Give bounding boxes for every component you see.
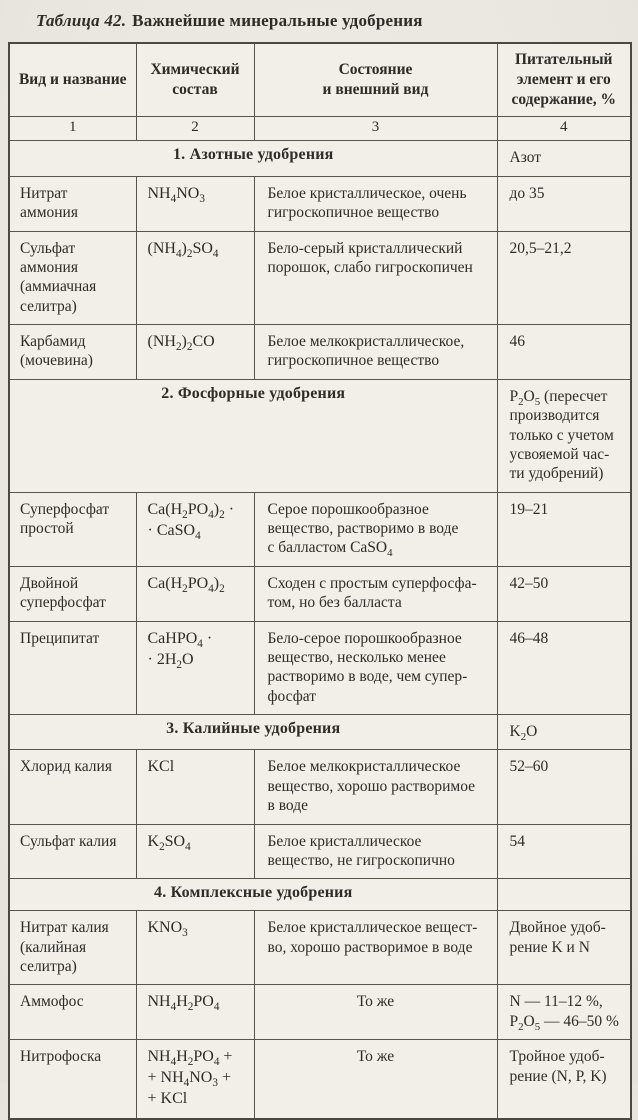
section-row [9,879,631,911]
fertilizer-name-cell: Двойной суперфосфат [9,566,136,621]
state-description-cell: Сходен с простым суперфосфа- том, но без балласта [254,566,497,621]
fertilizer-name-cell: Нитрат калия (калийная селитра) [9,911,136,985]
nutrient-content-cell: 19–21 [497,492,631,566]
fertilizer-row [9,621,631,715]
state-description-cell: Белое мелкокристаллическое, гигроскопичное вещество [254,325,497,380]
state-description-cell: Серое порошкообразное вещество, растворимо в воде с балластом CaSO$_4$ [254,492,497,566]
nutrient-content-cell: 54 [497,824,631,879]
fertilizer-name-cell: Сульфат аммония (аммиачная селитра) [9,231,136,325]
column-header-cell-1: Вид и название [9,43,136,117]
fertilizer-row [9,492,631,566]
state-description-cell: Белое кристаллическое, очень гигроскопичное вещество [254,176,497,231]
fertilizers-table [8,42,632,1120]
column-header-cell-3: Состояние и внешний вид [254,43,497,117]
nutrient-content-cell: 46–48 [497,621,631,715]
fertilizer-name-cell: Аммофос [9,985,136,1040]
column-header-cell-2: Химический состав [136,43,254,117]
column-number-cell-4: 4 [497,117,631,141]
column-number-cell-2: 2 [136,117,254,141]
nutrient-content-cell: Тройное удоб- рение (N, P, K) [497,1040,631,1119]
fertilizer-row [9,325,631,380]
table-caption-title: Важнейшие минеральные удобрения [132,11,423,30]
state-description-cell: То же [254,1040,497,1119]
nutrient-content-cell: $P_2O_5$ (пересчет производится только с учетом усвояемой час- ти удобрений) [497,379,631,492]
nutrient-content-cell [497,879,631,911]
nutrient-content-cell: 46 [497,325,631,380]
nutrient-content-cell: $K_2O$ [497,715,631,750]
chemical-formula-cell: $Ca(H_2PO_4)_2$ [136,566,254,621]
fertilizer-name-cell: Преципитат [9,621,136,715]
section-header-cell: 3. Калийные удобрения [9,715,497,750]
section-row [9,141,631,176]
state-description-cell: Белое кристаллическое вещество, не гигроскопично [254,824,497,879]
fertilizer-row [9,1040,631,1119]
state-description-cell: Бело-серый кристаллический порошок, слабо гигроскопичен [254,231,497,325]
column-number-row [9,117,631,141]
nutrient-content-cell: 42–50 [497,566,631,621]
fertilizer-row [9,750,631,824]
column-number-cell-3: 3 [254,117,497,141]
chemical-formula-cell: $Ca(H_2PO_4)_2$ · · CaSO$_4$ [136,492,254,566]
table-body [9,141,631,1119]
fertilizer-name-cell: Суперфосфат простой [9,492,136,566]
section-row [9,715,631,750]
fertilizer-name-cell: Нитрофоска [9,1040,136,1119]
table-head [9,43,631,141]
nutrient-content-cell: N — 11–12 %, $P_2O_5$ — 46–50 % [497,985,631,1040]
fertilizer-name-cell: Нитрат аммония [9,176,136,231]
column-number-cell-1: 1 [9,117,136,141]
fertilizer-row [9,231,631,325]
chemical-formula-cell: KCl [136,750,254,824]
table-caption [36,11,638,31]
section-header-cell: 2. Фосфорные удобрения [9,379,497,492]
fertilizer-name-cell: Сульфат калия [9,824,136,879]
nutrient-content-cell: Двойное удоб- рение K и N [497,911,631,985]
nutrient-content-cell: до 35 [497,176,631,231]
fertilizer-row [9,176,631,231]
fertilizer-name-cell: Хлорид калия [9,750,136,824]
section-header-cell: 4. Комплексные удобрения [9,879,497,911]
nutrient-content-cell: Азот [497,141,631,176]
section-header-cell: 1. Азотные удобрения [9,141,497,176]
state-description-cell: Белое мелкокристаллическое вещество, хорошо растворимое в воде [254,750,497,824]
section-row [9,379,631,492]
column-header-cell-4: Питательный элемент и его содержание, % [497,43,631,117]
state-description-cell: То же [254,985,497,1040]
nutrient-content-cell: 20,5–21,2 [497,231,631,325]
nutrient-content-cell: 52–60 [497,750,631,824]
chemical-formula-cell: $K_2SO_4$ [136,824,254,879]
chemical-formula-cell: $KNO_3$ [136,911,254,985]
chemical-formula-cell: $NH_4NO_3$ [136,176,254,231]
state-description-cell: Бело-серое порошкообразное вещество, несколько менее растворимо в воде, чем супер- фосфат [254,621,497,715]
state-description-cell: Белое кристаллическое вещест- во, хорошо растворимое в воде [254,911,497,985]
chemical-formula-cell: $NH_4H_2PO_4$ [136,985,254,1040]
table-caption-number: Таблица 42. [36,11,127,30]
chemical-formula-cell: $NH_4H_2PO_4$ + + $NH_4NO_3$ + + KCl [136,1040,254,1119]
fertilizer-row [9,911,631,985]
chemical-formula-cell: $(NH_2)_2CO$ [136,325,254,380]
fertilizer-row [9,824,631,879]
chemical-formula-cell: CaHPO$_4$ · · $2H_2O$ [136,621,254,715]
fertilizer-name-cell: Карбамид (мочевина) [9,325,136,380]
chemical-formula-cell: $(NH_4)_2SO_4$ [136,231,254,325]
fertilizer-row [9,985,631,1040]
fertilizer-row [9,566,631,621]
column-header-row [9,43,631,117]
